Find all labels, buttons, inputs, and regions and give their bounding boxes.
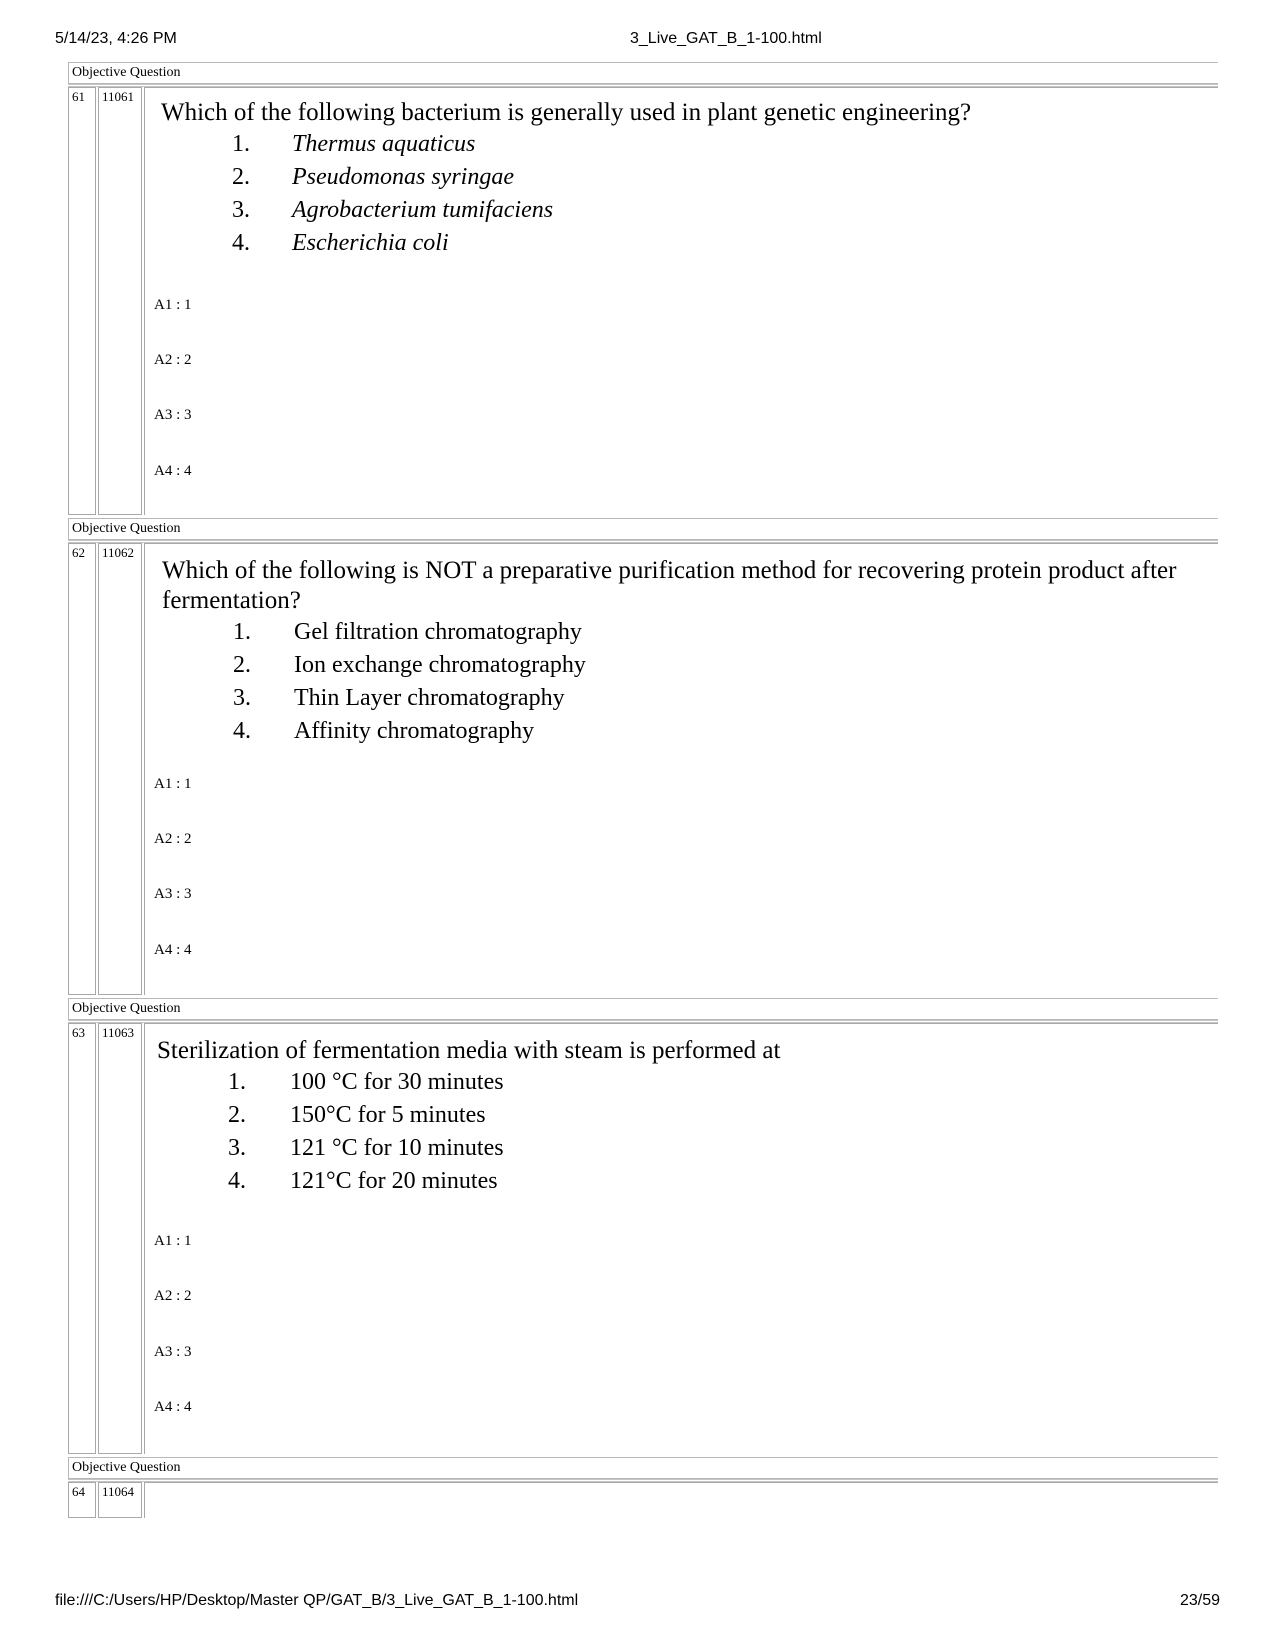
question-type-label: Objective Question bbox=[68, 998, 1218, 1020]
option-number: 2. bbox=[233, 652, 251, 678]
option-text: Pseudomonas syringae bbox=[292, 164, 514, 190]
question-text: Which of the following bacterium is generally used in plant genetic engineering? bbox=[161, 99, 972, 126]
answer-key-3: A3 : 3 bbox=[154, 886, 192, 902]
option-number: 3. bbox=[232, 197, 250, 223]
option-number: 3. bbox=[228, 1135, 246, 1161]
option-item bbox=[145, 1132, 1218, 1165]
question-block bbox=[68, 998, 1218, 1454]
question-body bbox=[144, 1023, 1218, 1454]
question-type-label: Objective Question bbox=[68, 518, 1218, 540]
option-item bbox=[145, 616, 1218, 649]
question-block bbox=[68, 518, 1218, 995]
option-text: 121°C for 20 minutes bbox=[290, 1168, 498, 1194]
answer-key-1: A1 : 1 bbox=[154, 297, 192, 313]
question-block bbox=[68, 62, 1218, 515]
question-row bbox=[68, 1479, 1218, 1518]
question-block bbox=[68, 1457, 1218, 1518]
question-id: 11062 bbox=[98, 543, 142, 995]
option-list bbox=[145, 128, 1218, 260]
option-item bbox=[145, 1165, 1218, 1198]
option-item bbox=[145, 1066, 1218, 1099]
option-number: 3. bbox=[233, 685, 251, 711]
option-item bbox=[145, 649, 1218, 682]
option-number: 1. bbox=[232, 131, 250, 157]
option-list bbox=[145, 1066, 1218, 1198]
option-item bbox=[145, 682, 1218, 715]
answer-key-2: A2 : 2 bbox=[154, 352, 192, 368]
question-text: Sterilization of fermentation media with steam is performed at bbox=[157, 1037, 781, 1064]
question-body bbox=[144, 543, 1218, 995]
question-body bbox=[144, 1482, 1218, 1518]
option-text: Gel filtration chromatography bbox=[294, 619, 582, 645]
question-id: 11061 bbox=[98, 87, 142, 515]
answer-key-4: A4 : 4 bbox=[154, 1399, 192, 1415]
question-id: 11064 bbox=[98, 1482, 142, 1518]
print-footer-path: file:///C:/Users/HP/Desktop/Master QP/GAT_B/3_Live_GAT_B_1-100.html bbox=[55, 1592, 579, 1609]
question-type-label: Objective Question bbox=[68, 1457, 1218, 1479]
question-text: Which of the following is NOT a preparative purification method for recovering protein product after fermentation? bbox=[162, 557, 1177, 614]
option-number: 1. bbox=[228, 1069, 246, 1095]
question-row bbox=[68, 1020, 1218, 1454]
option-text: Thin Layer chromatography bbox=[294, 685, 565, 711]
option-number: 1. bbox=[233, 619, 251, 645]
option-number: 2. bbox=[232, 164, 250, 190]
question-body bbox=[144, 87, 1218, 515]
option-item bbox=[145, 1099, 1218, 1132]
answer-key-1: A1 : 1 bbox=[154, 776, 192, 792]
answer-key-2: A2 : 2 bbox=[154, 831, 192, 847]
question-number: 64 bbox=[68, 1482, 96, 1518]
option-item bbox=[145, 715, 1218, 748]
print-header-datetime: 5/14/23, 4:26 PM bbox=[55, 30, 177, 47]
option-text: 100 °C for 30 minutes bbox=[290, 1069, 504, 1095]
option-item bbox=[145, 161, 1218, 194]
option-text: Ion exchange chromatography bbox=[294, 652, 586, 678]
question-number: 61 bbox=[68, 87, 96, 515]
question-row bbox=[68, 540, 1218, 995]
answer-key-2: A2 : 2 bbox=[154, 1288, 192, 1304]
option-text: 150°C for 5 minutes bbox=[290, 1102, 486, 1128]
print-footer-page-number: 23/59 bbox=[1179, 1592, 1220, 1609]
answer-key-3: A3 : 3 bbox=[154, 407, 192, 423]
question-table bbox=[68, 62, 1218, 1518]
question-number: 62 bbox=[68, 543, 96, 995]
answer-key-1: A1 : 1 bbox=[154, 1233, 192, 1249]
option-number: 4. bbox=[233, 718, 251, 744]
option-number: 4. bbox=[228, 1168, 246, 1194]
option-item bbox=[145, 227, 1218, 260]
option-number: 4. bbox=[232, 230, 250, 256]
option-item bbox=[145, 128, 1218, 161]
option-text: Affinity chromatography bbox=[294, 718, 535, 744]
answer-key-4: A4 : 4 bbox=[154, 942, 192, 958]
question-type-label: Objective Question bbox=[68, 62, 1218, 84]
option-number: 2. bbox=[228, 1102, 246, 1128]
option-item bbox=[145, 194, 1218, 227]
option-list bbox=[145, 616, 1218, 748]
answer-key-3: A3 : 3 bbox=[154, 1344, 192, 1360]
answer-key-4: A4 : 4 bbox=[154, 463, 192, 479]
option-text: Thermus aquaticus bbox=[292, 131, 476, 157]
question-id: 11063 bbox=[98, 1023, 142, 1454]
option-text: Escherichia coli bbox=[292, 230, 449, 256]
print-header-title: 3_Live_GAT_B_1-100.html bbox=[630, 30, 822, 47]
option-text: 121 °C for 10 minutes bbox=[290, 1135, 504, 1161]
question-number: 63 bbox=[68, 1023, 96, 1454]
question-row bbox=[68, 84, 1218, 515]
option-text: Agrobacterium tumifaciens bbox=[292, 197, 554, 223]
